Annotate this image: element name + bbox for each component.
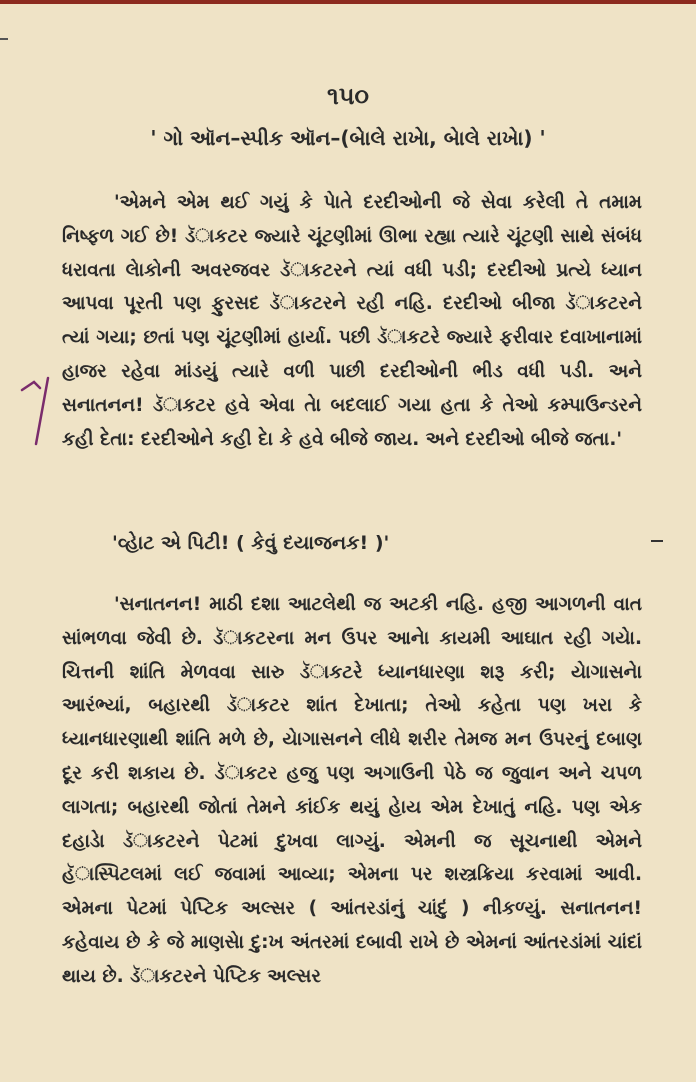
pen-margin-mark [18, 372, 58, 452]
section-heading: ' ગો ઑન–સ્પીક ઑન–(બેાલે રાખેા, બેાલે રાખેા) ' [150, 126, 546, 150]
page-top-edge [0, 0, 696, 4]
dash-mark [650, 534, 664, 548]
quote-line: 'વ્હેાટ એ પિટી! ( કેવું દયાજનક! )' [112, 532, 390, 554]
left-edge-mark [0, 38, 8, 40]
page-number: ૧૫૦ [327, 82, 369, 110]
paragraph-1: 'એમને એમ થઈ ગયું કે પેાતે દરદીઓની જે સેવા કરેલી તે તમામ નિષ્ફળ ગઈ છે! ડૅાકટર જ્યારે ચૂંટણીમાં ઊભા રહ્યા ત્યારે ચૂંટણી સાથે સંબંધ ધરાવતા લેાકોની અવરજવર ડૅાકટરને ત્યાં વધી પડી; દરદીઓ પ્રત્યે ધ્યાન આપવા પૂરતી પણ ફુરસદ ડૅાકટરને રહી નહિ. દરદીઓ બીજા ડૅાકટરને ત્યાં ગયા; છતાં પણ ચૂંટણીમાં હાર્યા. પછી ડૅાકટરે જ્યારે ફરીવાર દવાખાનામાં હાજર રહેવા માંડયું ત્યારે વળી પાછી દરદીઓની ભીડ વધી પડી. અને સનાતનન! ડૅાકટર હવે એવા તેા બદલાઈ ગયા હતા કે તેઓ કમ્પાઉન્ડરને કહી દેતા: દરદીઓને કહી દેા કે હવે બીજે જાય. અને દરદીઓ બીજે જતા.' [62, 192, 642, 450]
paragraph-2: 'સનાતનન! માઠી દશા આટલેથી જ અટકી નહિ. હજી આગળની વાત સાંભળવા જેવી છે. ડૅાકટરના મન ઉપર આનેા કાયમી આઘાત રહી ગયેા. ચિત્તની શાંતિ મેળવવા સારુ ડૅાકટરે ધ્યાનધારણા શરૂ કરી; યેાગાસનેા આરંભ્યાં, બહારથી ડૅાકટર શાંત દેખાતા; તેઓ કહેતા પણ ખરા કે ધ્યાનધારણાથી શાંતિ મળે છે, યેાગાસનને લીધે શરીર તેમજ મન ઉપરનું દબાણ દૂર કરી શકાય છે. ડૅાકટર હજુ પણ અગાઉની પેઠે જ જુવાન અને ચપળ લાગતા; બહારથી જોતાં તેમને કાંઈક થયું હેાય એમ દેખાતું નહિ. પણ એક દહાડેા ડૅાકટરને પેટમાં દુખવા લાગ્યું. એમની જ સૂચનાથી એમને હૅાસ્પિટલમાં લઈ જવામાં આવ્યા; એમના પર શસ્ત્રક્રિયા કરવામાં આવી. એમના પેટમાં પેપ્ટિક અલ્સર ( આંતરડાંનું ચાંદું ) નીકળ્યું. સનાતનન! કહેવાય છે કે જે માણસેા દુ:ખ અંતરમાં દબાવી રાખે છે એમનાં આંતરડાંમાં ચાંદાં થાય છે. ડૅાકટરને પેપ્ટિક અલ્સર [62, 594, 642, 987]
